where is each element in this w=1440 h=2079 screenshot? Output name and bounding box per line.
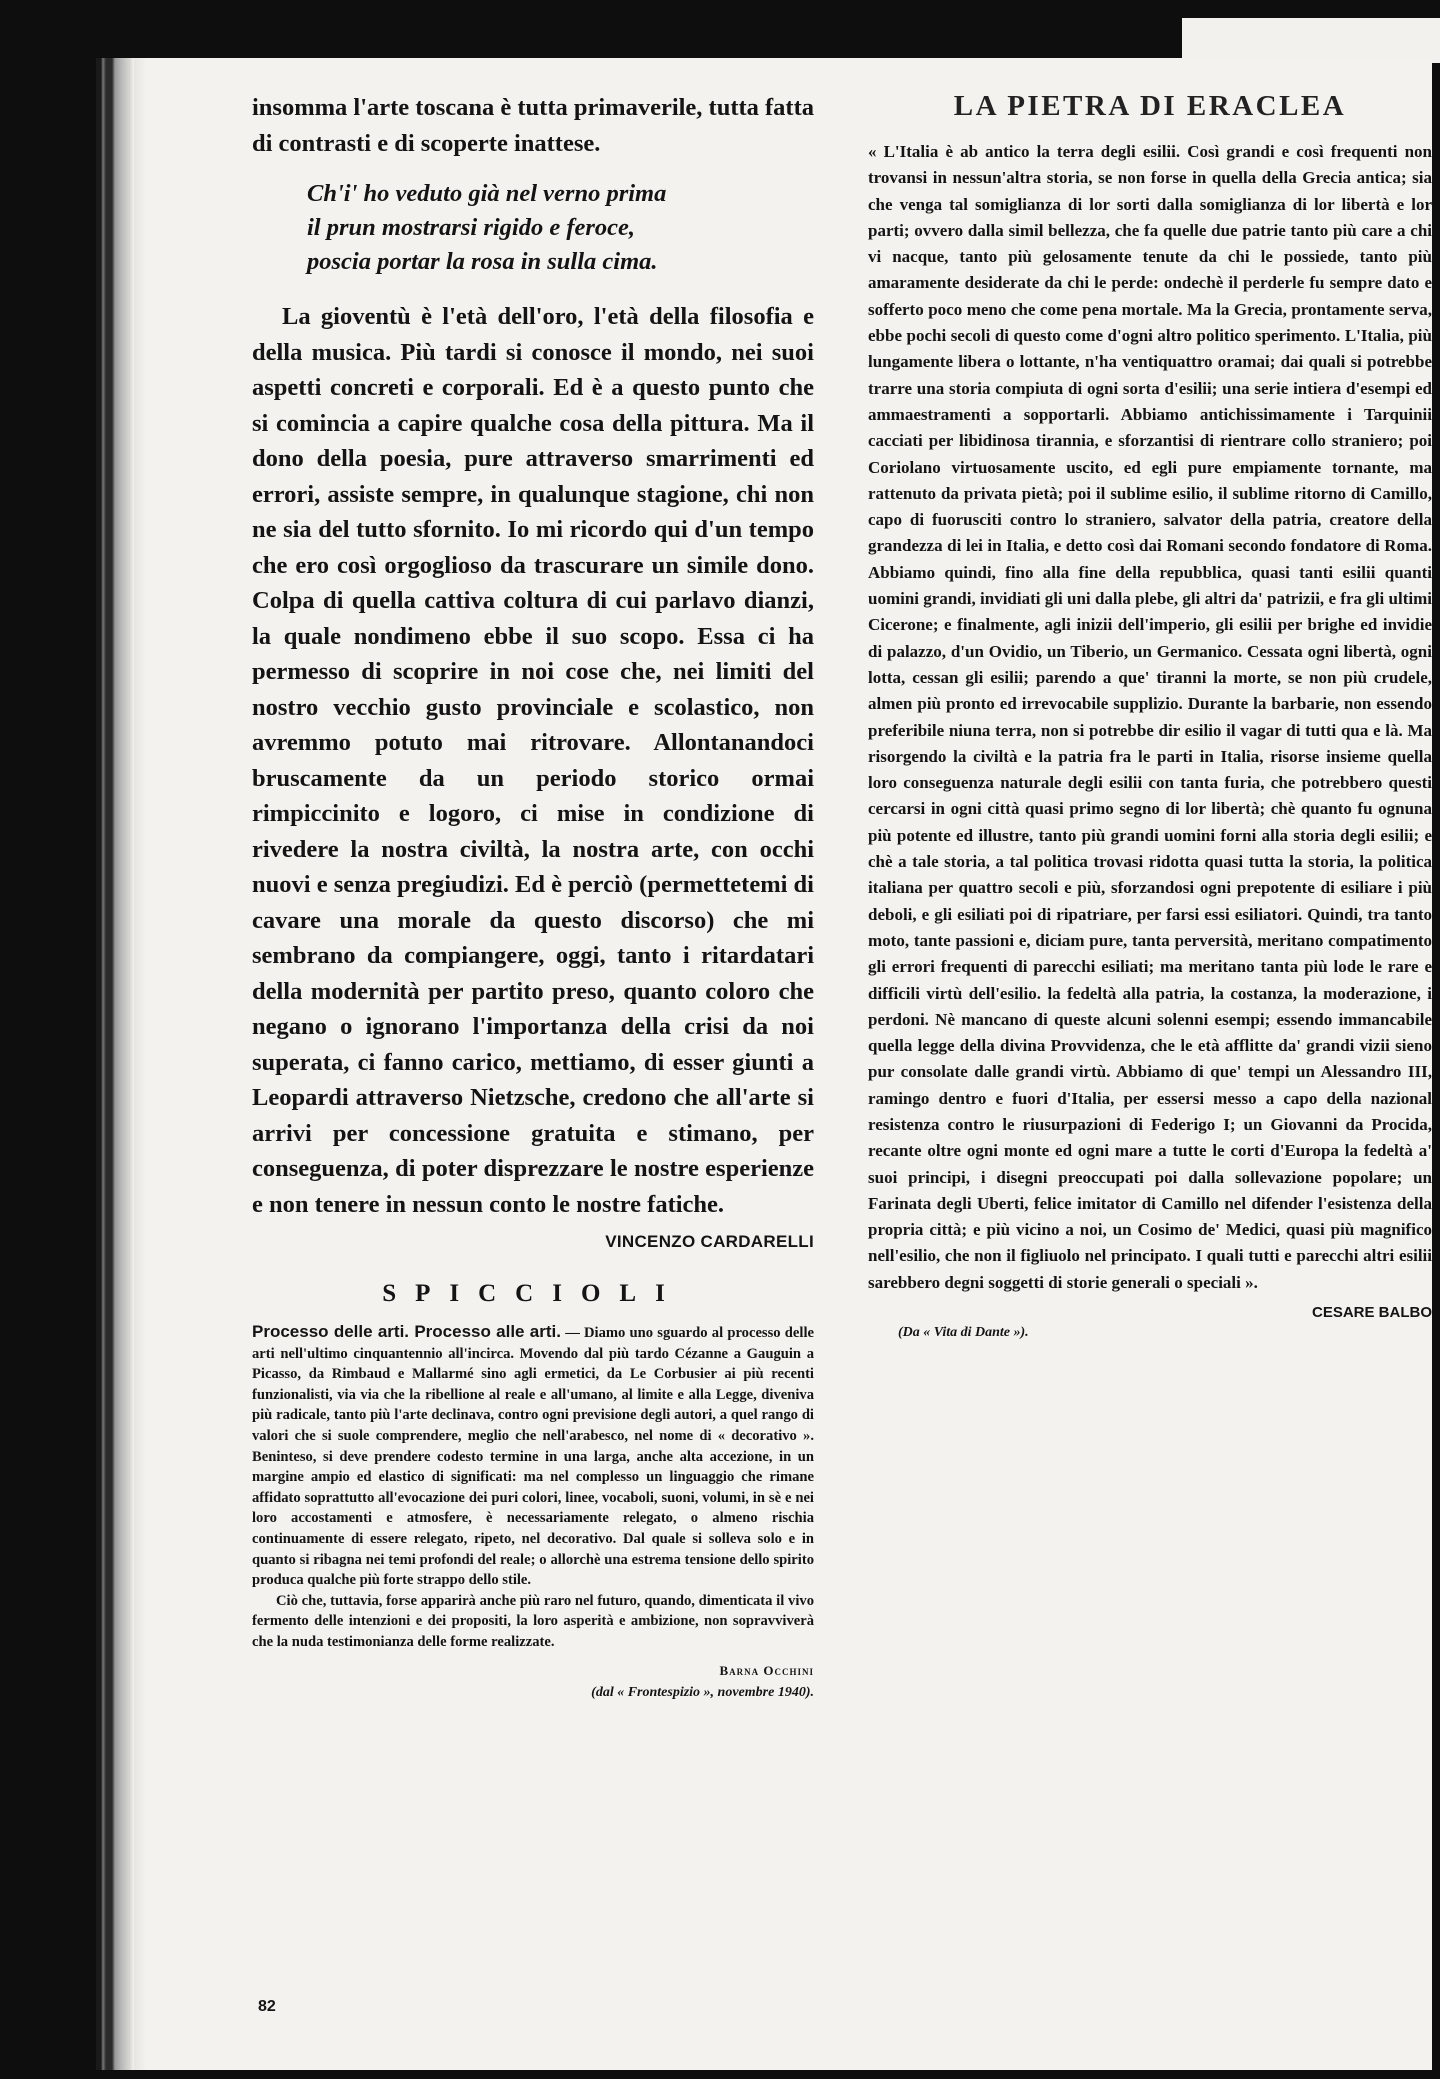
page-number: 82 <box>258 1998 276 2015</box>
article-title: LA PIETRA DI ERACLEA <box>953 90 1347 122</box>
verse-line: il prun mostrarsi rigido e feroce, <box>307 214 636 241</box>
spiccioli-paragraph-2: Ciò che, tuttavia, forse apparirà anche più raro nel futuro, quando, dimenticata il vivo fermento delle intenzioni e dei propositi, la loro asperità e ambizione, non sopravviverà che la nuda testimonianza delle forme realizzate. <box>252 1592 814 1650</box>
verse-quote <box>307 177 814 279</box>
spiccioli-paragraph <box>252 1322 814 1591</box>
quote-source: (Da « Vita di Dante »). <box>898 1325 1029 1341</box>
spiccioli-heading: Processo delle arti. Processo alle arti. <box>252 1322 561 1341</box>
verse-line: poscia portar la rosa in sulla cima. <box>307 248 658 275</box>
section-title: SPICCIOLI <box>382 1280 684 1307</box>
essay-paragraph: La gioventù è l'età dell'oro, l'età della filosofia e della musica. Più tardi si conosce il mondo, nei suoi aspetti concreti e corporali. Ed è a questo punto che si comincia a capire qualche cosa della pittura. Ma il dono della poesia, pure attraverso smarrimenti ed errori, assiste sempre, in qualunque stagione, chi non ne sia del tutto sfornito. Io mi ricordo qui d'un tempo che ero così orgoglioso da trascurare un simile dono. Colpa di quella cattiva coltura di cui parlavo dianzi, la quale nondimeno ebbe il suo scopo. Essa ci ha permesso di scoprire in noi cose che, nei limiti del nostro vecchio gusto provinciale e scolastico, non avremmo potuto mai ritrovare. Allontanandoci bruscamente da un periodo storico ormai rimpiccinito e logoro, ci mise in condizione di rivedere la nostra civiltà, la nostra arte, con occhi nuovi e senza pregiudizi. Ed è perciò (permettetemi di cavare una morale da questo discorso) che mi sembrano da compiangere, oggi, tanto i ritardatari della modernità per partito preso, quanto coloro che negano o ignorano l'importanza della crisi da noi superata, ci fanno carico, mettiamo, di esser giunti a Leopardi attraverso Nietzsche, credono che all'arte si arrivi per concessione gratuita e stimano, per conseguenza, di poter disprezzare le nostre esperienze e non tenere in nessun conto le nostre fatiche. <box>252 303 814 1218</box>
spiccioli-source: (dal « Frontespizio », novembre 1940). <box>591 1684 814 1700</box>
quote-paragraph: « L'Italia è ab antico la terra degli esilii. Così grandi e così frequenti non trovansi in nessun'altra storia, se non forse in quella della Grecia antica; sia che venga tal somiglianza di lor sorti dalla somiglianza di lor libertà e lor parti; ovvero dalla simil bellezza, che fa quelle due patrie tanto più care a chi vi nacque, tanto più gelosamente tenute da chi le possiede, tanto più amaramente desiderate da chi le perde: ondechè il perderle fu sempre dato e sofferto poco meno che come pena mortale. Ma la Grecia, prontamente serva, ebbe pochi secoli di questo come d'ogni altro politico sperimento. L'Italia, più lungamente libera o lottante, n'ha ventiquattro oramai; dai quali si potrebbe trarre una storia compiuta di ogni sorta d'esilii; una serie intiera d'esempi ed ammaestramenti a sopportarli. Abbiamo antichissimamente i Tarquinii cacciati per libidinosa tirannia, e sforzantisi di rientrare collo straniero; poi Coriolano virtuosamente uscito, ed egli pure empiamente tornante, ma rattenuto da privata pietà; poi il sublime esilio, il sublime ritorno di Camillo, capo di fuorusciti contro lo straniero, salvator della patria, creatore della grandezza di lei in Italia, e detto così dai Romani secondo fondatore di Roma. Abbiamo quindi, fino alla fine della repubblica, quasi tanti esilii quanti uomini grandi, invidiati gli uni dalla plebe, gli altri da' patrizii, e fra gli ultimi Cicerone; e finalmente, agli inizii dell'imperio, gli esilii per brighe ed invidie di palazzo, d'un Ovidio, un Tiberio, un Germanico. Cessata ogni libertà, ogni lotta, cessan gli esilii; parendo a que' tiranni la morte, se non più crudele, almen più pronto ed irrevocabile supplizio. Durante la barbarie, non essendo preferibile niuna terra, non si potrebbe dir esilio il vagar di tutti qua e là. Ma risorgendo la civiltà e la patria fra le parti in Italia, risorse insieme quella loro conseguenza naturale degli esilii con tanta furia, che potrebbero questi cercarsi in ogni città quasi primo segno di lor libertà; chè quanto fu ognuna più potente ed illustre, tanto più grandi uomini forni alla storia degli esilii; e chè a tale storia, a tal politica trovasi ridotta quasi tutta la storia, la politica italiana per quattro secoli e più, sforzandosi ogni prepotente di esiliare i più deboli, e gli esiliati poi di ripatriare, per farsi essi esiliatori. Quindi, tra tanto moto, tante passioni e, diciam pure, tanta perversità, meritano compatimento gli errori frequenti di parecchi esiliati; ma meritano tanta più lode le rare e difficili virtù dell'esilio. la fedeltà alla patria, la costanza, la moderazione, i perdoni. Nè mancano di queste alcuni solenni esempi; essendo immancabile quella legge della divina Provvidenza, che le età afflitte da' grandi vizii sieno pur consolate dalle grandi virtù. Abbiamo di que' tempi un Alessandro III, ramingo dentro e fuori d'Italia, per essersi messo a capo della nazional resistenza contro le riusurpazioni di Federigo I; un Giovanni da Procida, recante oltre ogni monte ed ogni mare a tutte le corti d'Europa la fedeltà a' suoi principi, i disegni preoccupati poi dalla sollevazione popolare; un Farinata degli Uberti, felice imitator di Camillo nel difender l'esistenza della propria città; e più vicino a noi, un Cosimo de' Medici, quasi più magnifico nell'esilio, che non il figliuolo nel principato. I quali tutti e parecchi altri esilii sarebbero degni soggetti di storie generali o speciali ». <box>868 142 1432 1292</box>
spiccioli-body: — Diamo uno sguardo al processo delle arti nell'ultimo cinquantennio all'incirca. Movendo dal più tardo Cézanne a Gauguin a Picasso, da Rimbaud e Mallarmé sino agli ermetici, da Le Corbusier ai più recenti funzionalisti, via via che la ribellione al reale e all'umano, al limite e alla Legge, diveniva più radicale, tanto più l'arte declinava, contro ogni previsione degli autori, a quel rango di valori che si suole comprendere, meglio che nell'arabesco, nel nome di « decorativo ». Beninteso, si deve prendere codesto termine in una larga, anche alta accezione, in un margine ampio ed elastico di significati: ma nel complesso un linguaggio che rimane affidato soprattutto all'evocazione dei puri colori, linee, vocaboli, suoni, volumi, in sè e nei loro accostamenti e atmosfere, è necessariamente relegato, o almeno rischia continuamente di essere relegato, ripeto, nel decorativo. Dal quale si solleva solo e in quanto si ribagna nei temi profondi del reale; o allorchè una estrema tensione dello spirito produca qualche più forte strappo dello stile. <box>252 1325 814 1589</box>
binding-shadow <box>96 58 134 2070</box>
page-corner <box>1182 18 1440 63</box>
spiccioli-signature: Barna Occhini <box>719 1662 814 1678</box>
binding-gradient <box>134 58 146 2070</box>
left-column <box>252 90 814 1701</box>
lead-text: insomma l'arte toscana è tutta primaverile, tutta fatta di contrasti e di scoperte inattese. <box>252 94 815 157</box>
right-column <box>868 90 1432 1341</box>
author-signature: VINCENZO CARDARELLI <box>605 1232 814 1251</box>
quote-author: CESARE BALBO <box>1311 1304 1432 1322</box>
verse-line: Ch'i' ho veduto già nel verno prima <box>307 180 667 207</box>
